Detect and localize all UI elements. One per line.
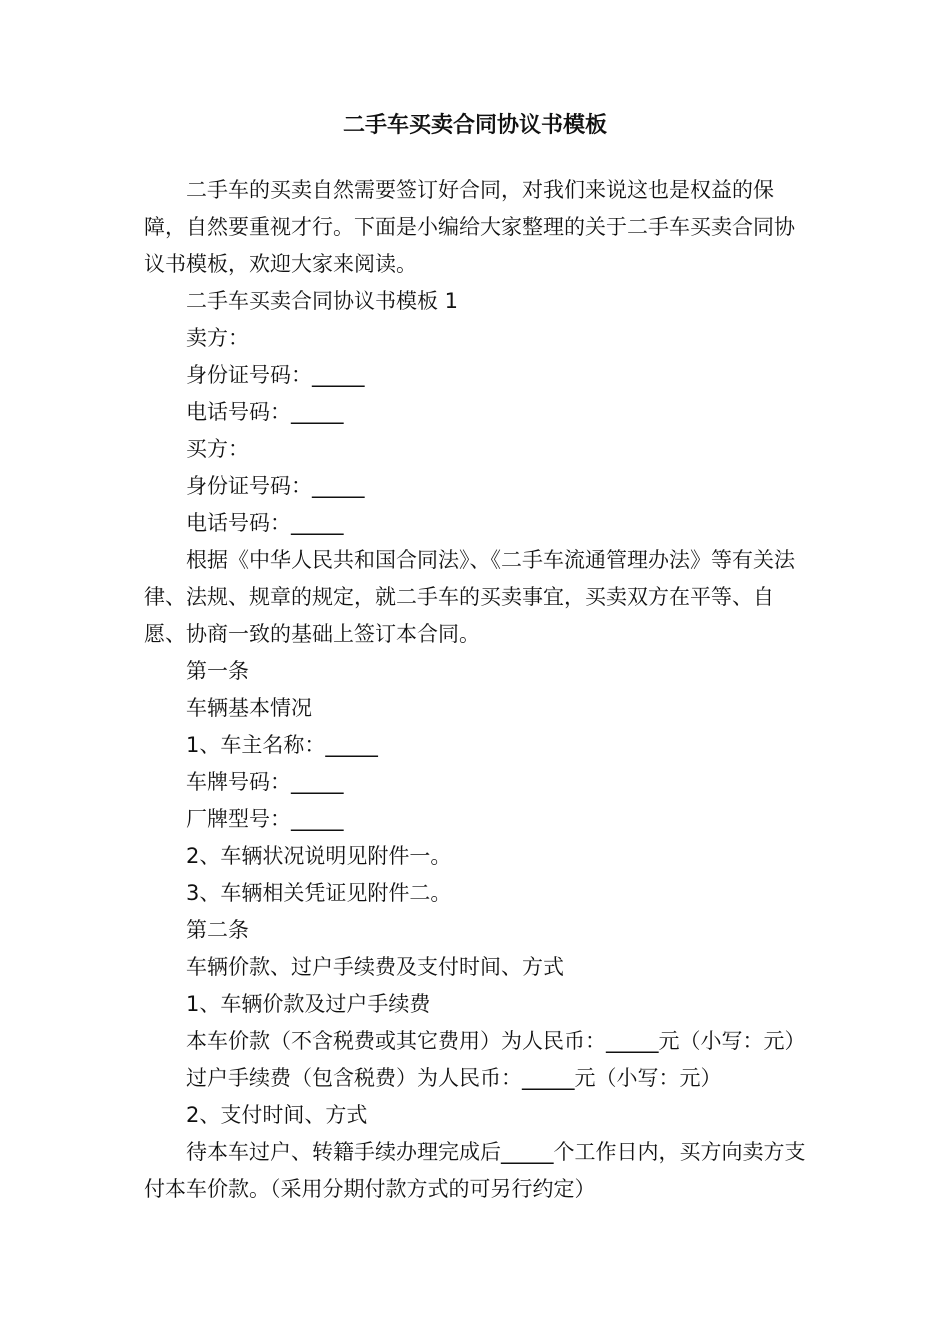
seller-phone-field: 电话号码：_____ xyxy=(186,400,344,424)
intro-paragraph: 二手车的买卖自然需要签订好合同，对我们来说这也是权益的保障，自然要重视才行。下面是小编给大家整理的关于二手车买卖合同协议书模板，欢迎大家来阅读。 xyxy=(144,178,795,276)
legal-basis-paragraph: 根据《中华人民共和国合同法》、《二手车流通管理办法》等有关法律、法规、规章的规定，就二手车的买卖事宜，买卖双方在平等、自愿、协商一致的基础上签订本合同。 xyxy=(144,548,795,646)
vehicle-price-field: 本车价款（不含税费或其它费用）为人民币：_____元（小写：元） xyxy=(186,1029,806,1053)
plate-number-field: 车牌号码：_____ xyxy=(186,770,344,794)
price-section-heading: 车辆价款、过户手续费及支付时间、方式 xyxy=(186,955,564,979)
section-heading: 二手车买卖合同协议书模板 1 xyxy=(186,289,459,313)
seller-label: 卖方： xyxy=(186,326,249,350)
vehicle-documents-item: 3、车辆相关凭证见附件二。 xyxy=(186,881,452,905)
model-field: 厂牌型号：_____ xyxy=(186,807,344,831)
article-two-heading: 第二条 xyxy=(186,918,249,942)
transfer-fee-field: 过户手续费（包含税费）为人民币：_____元（小写：元） xyxy=(186,1066,722,1090)
buyer-phone-field: 电话号码：_____ xyxy=(186,511,344,535)
price-item: 1、车辆价款及过户手续费 xyxy=(186,992,431,1016)
payment-terms-paragraph: 待本车过户、转籍手续办理完成后_____个工作日内，买方向卖方支付本车价款。（采用分期付款方式的可另行约定） xyxy=(144,1140,806,1201)
vehicle-condition-item: 2、车辆状况说明见附件一。 xyxy=(186,844,452,868)
article-one-heading: 第一条 xyxy=(186,659,249,683)
seller-id-field: 身份证号码：_____ xyxy=(186,363,365,387)
buyer-id-field: 身份证号码：_____ xyxy=(186,474,365,498)
vehicle-info-heading: 车辆基本情况 xyxy=(186,696,312,720)
document-title: 二手车买卖合同协议书模板 xyxy=(342,113,607,138)
document-body xyxy=(144,172,814,1208)
buyer-label: 买方： xyxy=(186,437,249,461)
owner-name-field: 1、车主名称：_____ xyxy=(186,733,378,757)
payment-method-item: 2、支付时间、方式 xyxy=(186,1103,368,1127)
